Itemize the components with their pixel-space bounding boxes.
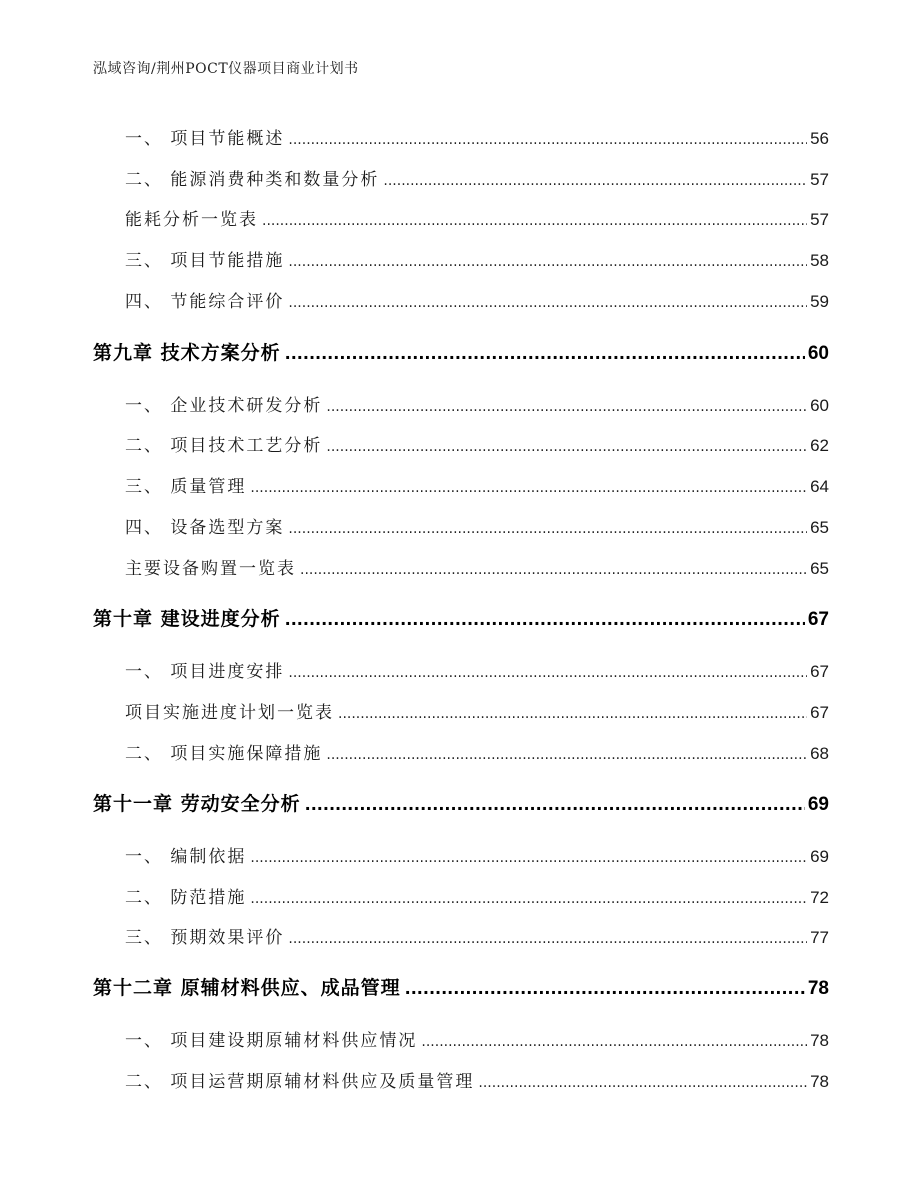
dot-leader: [326, 439, 807, 455]
toc-entry-page: 77: [810, 928, 829, 947]
toc-entry-page: 67: [810, 703, 829, 722]
toc-entry-label: 三、 项目节能措施: [125, 251, 285, 271]
dot-leader: [285, 610, 805, 629]
toc-entry[interactable]: [125, 842, 829, 867]
toc-entry-label: 二、 防范措施: [125, 888, 247, 908]
toc-entry-label: 四、 节能综合评价: [125, 292, 285, 312]
toc-entry-page: 78: [810, 1031, 829, 1050]
dot-leader: [262, 213, 807, 229]
toc-entry-label: 一、 项目进度安排: [125, 662, 285, 682]
toc-entry[interactable]: [125, 554, 829, 579]
toc-entry[interactable]: [125, 657, 829, 682]
toc-chapter[interactable]: [93, 604, 829, 631]
toc-entry-label: 二、 能源消费种类和数量分析: [125, 170, 380, 190]
dot-leader: [288, 931, 807, 947]
toc-chapter[interactable]: [93, 789, 829, 816]
toc-chapter-label: 第十二章 原辅材料供应、成品管理: [93, 977, 401, 999]
toc-entry-label: 主要设备购置一览表: [125, 559, 296, 579]
toc-entry-label: 二、 项目技术工艺分析: [125, 436, 323, 456]
toc-entry[interactable]: [125, 698, 829, 723]
toc-entry-label: 四、 设备选型方案: [125, 518, 285, 538]
dot-leader: [288, 132, 807, 148]
dot-leader: [250, 480, 807, 496]
dot-leader: [478, 1075, 807, 1091]
toc-entry-page: 64: [810, 477, 829, 496]
toc-entry-label: 一、 编制依据: [125, 847, 247, 867]
toc-entry-label: 三、 质量管理: [125, 477, 247, 497]
toc-entry[interactable]: [125, 472, 829, 497]
toc-entry-page: 60: [810, 396, 829, 415]
toc-entry-page: 65: [810, 559, 829, 578]
dot-leader: [421, 1034, 807, 1050]
dot-leader: [338, 706, 807, 722]
toc-entry-page: 65: [810, 518, 829, 537]
toc-entry[interactable]: [125, 124, 829, 149]
toc-entry[interactable]: [125, 1067, 829, 1092]
toc-entry-page: 68: [810, 744, 829, 763]
toc-entry-page: 56: [810, 129, 829, 148]
toc-chapter-label: 第九章 技术方案分析: [93, 342, 281, 364]
toc-entry-label: 二、 项目运营期原辅材料供应及质量管理: [125, 1072, 475, 1092]
toc-entry[interactable]: [125, 246, 829, 271]
toc-chapter-label: 第十一章 劳动安全分析: [93, 793, 301, 815]
toc-entry-label: 三、 预期效果评价: [125, 928, 285, 948]
toc-entry-page: 69: [810, 847, 829, 866]
dot-leader: [383, 173, 807, 189]
toc-entry[interactable]: [125, 513, 829, 538]
toc-entry-label: 能耗分析一览表: [125, 210, 258, 230]
toc-entry[interactable]: [125, 391, 829, 416]
running-header: 泓域咨询/荆州POCT仪器项目商业计划书: [93, 61, 359, 77]
dot-leader: [250, 850, 807, 866]
toc-chapter-page: 69: [807, 794, 829, 815]
toc-entry-page: 78: [810, 1072, 829, 1091]
dot-leader: [250, 891, 807, 907]
toc-entry[interactable]: [125, 1026, 829, 1051]
toc-entry-label: 一、 项目节能概述: [125, 129, 285, 149]
dot-leader: [288, 665, 807, 681]
dot-leader: [326, 399, 807, 415]
toc-entry-page: 57: [810, 210, 829, 229]
toc-entry-page: 67: [810, 662, 829, 681]
toc-entry[interactable]: [125, 883, 829, 908]
toc-entry-page: 57: [810, 170, 829, 189]
toc-entry-label: 二、 项目实施保障措施: [125, 744, 323, 764]
toc-chapter-page: 67: [807, 609, 829, 630]
toc-entry[interactable]: [125, 165, 829, 190]
dot-leader: [326, 747, 807, 763]
toc-entry-page: 62: [810, 436, 829, 455]
dot-leader: [405, 979, 805, 998]
toc-chapter[interactable]: [93, 973, 829, 1000]
toc-entry[interactable]: [125, 923, 829, 948]
toc-entry-label: 一、 项目建设期原辅材料供应情况: [125, 1031, 418, 1051]
toc-entry[interactable]: [125, 431, 829, 456]
toc-entry[interactable]: [125, 739, 829, 764]
dot-leader: [285, 344, 805, 363]
toc-entry-page: 72: [810, 888, 829, 907]
dot-leader: [288, 295, 807, 311]
dot-leader: [305, 795, 805, 814]
toc-chapter-label: 第十章 建设进度分析: [93, 608, 281, 630]
toc-chapter-page: 60: [807, 343, 829, 364]
dot-leader: [288, 254, 807, 270]
dot-leader: [288, 521, 807, 537]
toc-entry-page: 59: [810, 292, 829, 311]
toc-entry-page: 58: [810, 251, 829, 270]
toc-entry-label: 一、 企业技术研发分析: [125, 396, 323, 416]
dot-leader: [300, 562, 807, 578]
toc-entry-label: 项目实施进度计划一览表: [125, 703, 334, 723]
toc-entry[interactable]: [125, 205, 829, 230]
toc-chapter-page: 78: [807, 978, 829, 999]
toc-chapter[interactable]: [93, 338, 829, 365]
toc-entry[interactable]: [125, 287, 829, 312]
